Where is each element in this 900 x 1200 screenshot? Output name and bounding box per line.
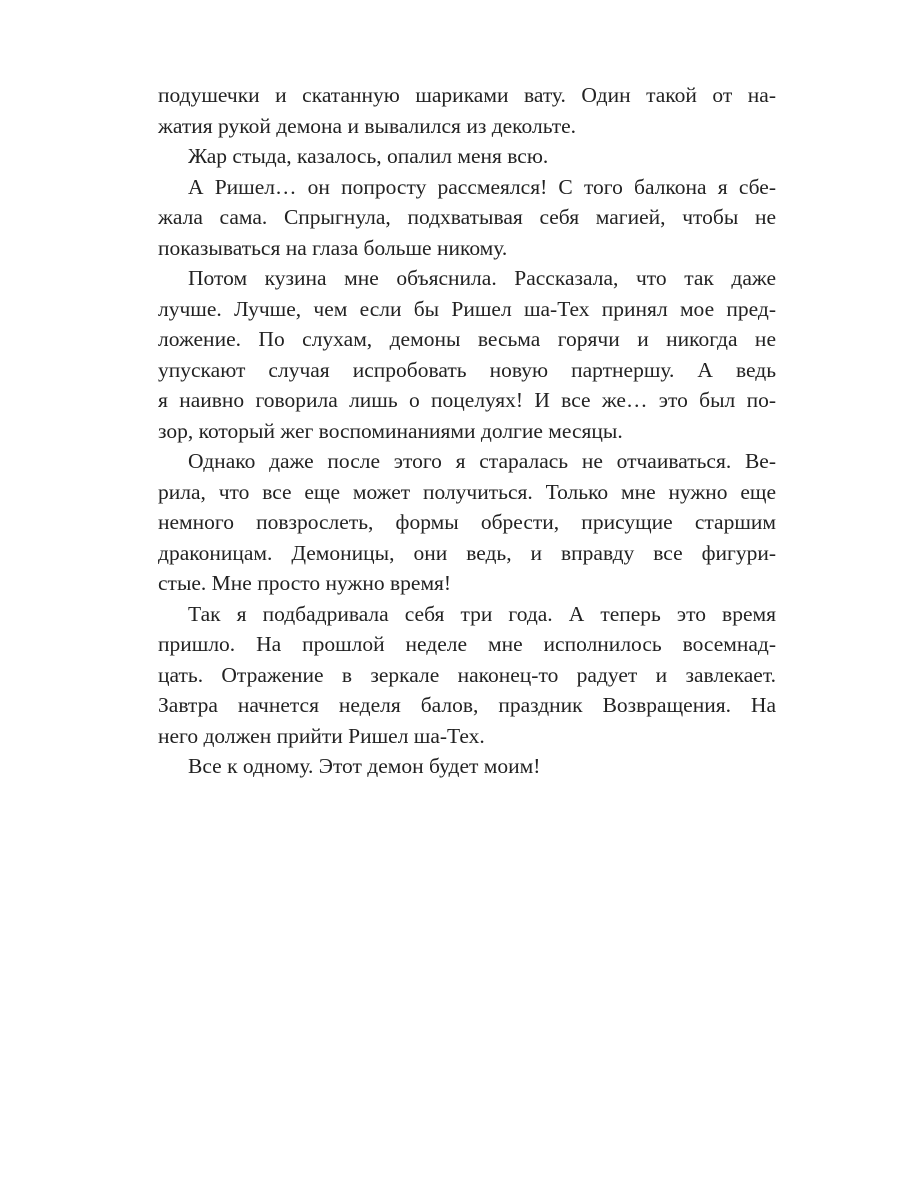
text-line: пришло. На прошлой неделе мне исполнилось восемнад- xyxy=(158,632,776,656)
paragraph xyxy=(158,446,776,599)
text-line: Все к одному. Этот демон будет моим! xyxy=(188,754,541,778)
text-line: зор, который жег воспоминаниями долгие месяцы. xyxy=(158,418,623,443)
text-line: стые. Мне просто нужно время! xyxy=(158,571,452,595)
paragraph xyxy=(158,80,776,141)
text-line: Завтра начнется неделя балов, праздник Возвращения. На xyxy=(158,693,776,717)
text-line: Однако даже после этого я старалась не отчаиваться. Ве- xyxy=(188,449,776,473)
text-line: Потом кузина мне объяснила. Рассказала, что так даже xyxy=(188,266,776,290)
text-line: показываться на глаза больше никому. xyxy=(158,235,508,260)
text-line: ложение. По слухам, демоны весьма горячи и никогда не xyxy=(158,327,776,351)
text-line: немного повзрослеть, формы обрести, присущие старшим xyxy=(158,510,776,534)
text-line: упускают случая испробовать новую партнершу. А ведь xyxy=(158,357,776,382)
text-line: подушечки и скатанную шариками вату. Один такой от на- xyxy=(158,83,776,107)
paragraph xyxy=(158,263,776,446)
text-line: Так я подбадривала себя три года. А теперь это время xyxy=(188,601,776,626)
paragraph xyxy=(158,751,776,782)
text-line: А Ришел… он попросту рассмеялся! С того балкона я сбе- xyxy=(188,174,776,199)
body-text xyxy=(158,80,776,782)
text-line: рила, что все еще может получиться. Только мне нужно еще xyxy=(158,479,776,504)
paragraph xyxy=(158,141,776,172)
text-line: Жар стыда, казалось, опалил меня всю. xyxy=(188,144,549,168)
text-line: драконицам. Демоницы, они ведь, и вправду все фигури- xyxy=(158,540,776,565)
text-line: жатия рукой демона и вывалился из декольте. xyxy=(158,113,577,138)
text-line: я наивно говорила лишь о поцелуях! И все же… это был по- xyxy=(158,388,776,412)
paragraph xyxy=(158,599,776,752)
paragraph xyxy=(158,172,776,264)
text-line: него должен прийти Ришел ша-Тех. xyxy=(158,723,485,748)
text-line: лучше. Лучше, чем если бы Ришел ша-Тех принял мое пред- xyxy=(158,296,776,321)
text-line: цать. Отражение в зеркале наконец-то радует и завлекает. xyxy=(158,662,776,687)
text-line: жала сама. Спрыгнула, подхватывая себя магией, чтобы не xyxy=(158,205,776,229)
